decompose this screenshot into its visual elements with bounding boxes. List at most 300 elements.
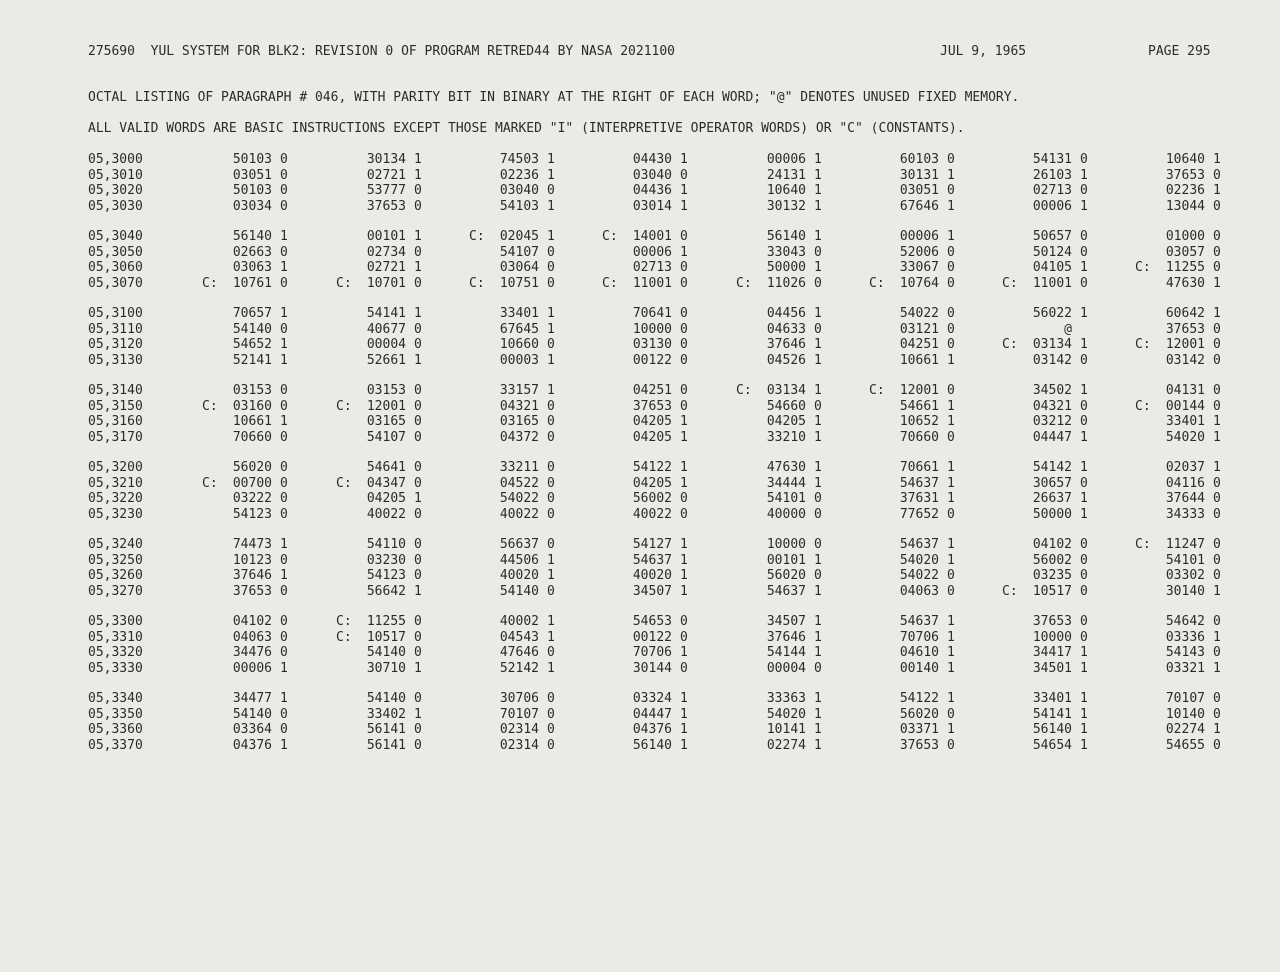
listing-row: [88, 630, 1228, 646]
octal-word: 44506: [499, 552, 539, 568]
constant-marker: C:: [202, 275, 218, 291]
parity-bit: 0: [414, 198, 422, 214]
parity-bit: 1: [814, 260, 822, 275]
parity-bit: 0: [547, 645, 555, 660]
octal-word: 00006: [899, 229, 939, 244]
parity-bit: 1: [414, 660, 422, 676]
octal-word: 54661: [899, 398, 939, 414]
parity-bit: 0: [547, 260, 555, 275]
octal-word: 02314: [499, 737, 539, 753]
parity-bit: 1: [1080, 722, 1088, 737]
octal-word: 54107: [499, 244, 539, 260]
parity-bit: 0: [414, 506, 422, 522]
parity-bit: 0: [1080, 352, 1088, 368]
parity-bit: 1: [547, 552, 555, 568]
octal-word: 02734: [366, 244, 406, 260]
octal-word: 40677: [366, 321, 406, 337]
memory-address: 05,3230: [88, 506, 143, 522]
octal-word: 03051: [232, 167, 272, 183]
octal-word: 01000: [1165, 229, 1205, 244]
octal-word: 04063: [232, 629, 272, 645]
octal-word: 33401: [1165, 414, 1205, 429]
octal-word: 37653: [1165, 321, 1205, 337]
parity-bit: 0: [280, 167, 288, 183]
parity-bit: 0: [280, 552, 288, 568]
octal-word: 33401: [1032, 691, 1072, 706]
octal-word: 03142: [1032, 352, 1072, 368]
parity-bit: 0: [947, 183, 955, 198]
octal-word: @: [1064, 321, 1072, 337]
octal-word: 03321: [1165, 660, 1205, 676]
octal-word: 03121: [899, 321, 939, 337]
parity-bit: 0: [547, 275, 555, 291]
octal-word: 02236: [499, 167, 539, 183]
parity-bit: 1: [814, 460, 822, 475]
parity-bit: 0: [947, 152, 955, 167]
parity-bit: 0: [414, 414, 422, 429]
constant-marker: C:: [1002, 583, 1018, 599]
octal-word: 00122: [632, 352, 672, 368]
parity-bit: 1: [414, 167, 422, 183]
parity-bit: 0: [414, 383, 422, 398]
octal-word: 54127: [632, 537, 672, 552]
constant-marker: C:: [1135, 398, 1151, 414]
parity-bit: 0: [814, 568, 822, 583]
parity-bit: 1: [1213, 414, 1221, 429]
octal-word: 70641: [632, 306, 672, 321]
memory-address: 05,3340: [88, 691, 143, 706]
parity-bit: 0: [1213, 506, 1221, 522]
parity-bit: 1: [414, 229, 422, 244]
parity-bit: 0: [280, 460, 288, 475]
octal-word: 02045: [499, 229, 539, 244]
parity-bit: 0: [1213, 614, 1221, 629]
constant-marker: C:: [1135, 260, 1151, 275]
parity-bit: 0: [547, 183, 555, 198]
octal-word: 33211: [499, 460, 539, 475]
octal-word: 54122: [632, 460, 672, 475]
bleed-through-shadow: [140, 888, 1170, 898]
parity-bit: 1: [1080, 645, 1088, 660]
parity-bit: 1: [547, 198, 555, 214]
parity-bit: 1: [280, 229, 288, 244]
parity-bit: 0: [680, 629, 688, 645]
octal-word: 04251: [632, 383, 672, 398]
listing-row: [88, 661, 1228, 677]
parity-bit: 1: [1213, 629, 1221, 645]
octal-word: 54141: [366, 306, 406, 321]
octal-word: 10140: [1165, 706, 1205, 722]
octal-word: 26103: [1032, 167, 1072, 183]
parity-bit: 1: [814, 337, 822, 352]
octal-word: 12001: [1165, 337, 1205, 352]
parity-bit: 0: [547, 244, 555, 260]
parity-bit: 0: [947, 583, 955, 599]
parity-bit: 1: [814, 629, 822, 645]
parity-bit: 0: [1213, 537, 1221, 552]
parity-bit: 0: [280, 629, 288, 645]
constant-marker: C:: [1135, 537, 1151, 552]
octal-word: 67645: [499, 321, 539, 337]
listing-row: [88, 614, 1228, 630]
parity-bit: 1: [814, 475, 822, 491]
parity-bit: 0: [947, 506, 955, 522]
memory-address: 05,3320: [88, 645, 143, 660]
octal-word: 70706: [899, 629, 939, 645]
parity-bit: 1: [414, 306, 422, 321]
listing-row: [88, 383, 1228, 399]
parity-bit: 1: [280, 660, 288, 676]
parity-bit: 1: [947, 645, 955, 660]
parity-bit: 0: [414, 737, 422, 753]
octal-word: 37653: [1165, 167, 1205, 183]
parity-bit: 0: [414, 645, 422, 660]
octal-word: 54140: [232, 321, 272, 337]
octal-word: 54141: [1032, 706, 1072, 722]
parity-bit: 1: [547, 352, 555, 368]
octal-word: 04321: [1032, 398, 1072, 414]
octal-word: 00006: [766, 152, 806, 167]
octal-word: 03165: [499, 414, 539, 429]
parity-bit: 0: [547, 691, 555, 706]
memory-address: 05,3370: [88, 737, 143, 753]
octal-word: 04131: [1165, 383, 1205, 398]
octal-word: 00006: [632, 244, 672, 260]
parity-bit: 0: [414, 629, 422, 645]
parity-bit: 0: [1080, 583, 1088, 599]
memory-address: 05,3130: [88, 352, 143, 368]
octal-word: 02314: [499, 722, 539, 737]
parity-bit: 1: [814, 614, 822, 629]
octal-word: 33210: [766, 429, 806, 445]
parity-bit: 1: [414, 260, 422, 275]
listing-row: [88, 584, 1228, 600]
octal-word: 04251: [899, 337, 939, 352]
memory-address: 05,3120: [88, 337, 143, 352]
octal-word: 03364: [232, 722, 272, 737]
octal-word: 04205: [632, 429, 672, 445]
octal-word: 03014: [632, 198, 672, 214]
parity-bit: 0: [547, 337, 555, 352]
octal-word: 60642: [1165, 306, 1205, 321]
octal-word: 10761: [232, 275, 272, 291]
bleed-through-shadow: [140, 808, 1170, 818]
parity-bit: 0: [680, 275, 688, 291]
octal-word: 03142: [1165, 352, 1205, 368]
parity-bit: 0: [280, 198, 288, 214]
octal-word: 54652: [232, 337, 272, 352]
octal-word: 11001: [1032, 275, 1072, 291]
octal-word: 10517: [1032, 583, 1072, 599]
octal-word: 37653: [366, 198, 406, 214]
octal-word: 40000: [766, 506, 806, 522]
parity-bit: 0: [814, 398, 822, 414]
octal-word: 04543: [499, 629, 539, 645]
octal-word: 10000: [766, 537, 806, 552]
parity-bit: 0: [1213, 645, 1221, 660]
octal-word: 00101: [766, 552, 806, 568]
octal-word: 04436: [632, 183, 672, 198]
octal-word: 04205: [632, 475, 672, 491]
octal-word: 33402: [366, 706, 406, 722]
listing-row: [88, 537, 1228, 553]
constant-marker: C:: [869, 383, 885, 398]
parity-bit: 0: [547, 460, 555, 475]
listing-row: [88, 738, 1228, 754]
octal-word: 30140: [1165, 583, 1205, 599]
parity-bit: 1: [547, 152, 555, 167]
octal-word: 03371: [899, 722, 939, 737]
octal-word: 37644: [1165, 491, 1205, 506]
parity-bit: 0: [814, 275, 822, 291]
octal-word: 77652: [899, 506, 939, 522]
parity-bit: 1: [680, 583, 688, 599]
octal-word: 37653: [232, 583, 272, 599]
octal-word: 52006: [899, 244, 939, 260]
octal-word: 47630: [1165, 275, 1205, 291]
octal-word: 03302: [1165, 568, 1205, 583]
octal-word: 04633: [766, 321, 806, 337]
constant-marker: C:: [469, 275, 485, 291]
octal-word: 40020: [632, 568, 672, 583]
parity-bit: 1: [1080, 660, 1088, 676]
listing-row: [88, 722, 1228, 738]
parity-bit: 0: [947, 383, 955, 398]
octal-word: 34507: [632, 583, 672, 599]
octal-word: 54103: [499, 198, 539, 214]
listing-row: [88, 430, 1228, 446]
parity-bit: 0: [1213, 475, 1221, 491]
parity-bit: 0: [680, 506, 688, 522]
parity-bit: 0: [680, 383, 688, 398]
parity-bit: 1: [680, 152, 688, 167]
listing-row: [88, 645, 1228, 661]
parity-bit: 1: [680, 460, 688, 475]
octal-word: 10141: [766, 722, 806, 737]
octal-word: 02713: [1032, 183, 1072, 198]
parity-bit: 1: [414, 583, 422, 599]
octal-word: 33157: [499, 383, 539, 398]
parity-bit: 1: [1213, 660, 1221, 676]
octal-word: 03324: [632, 691, 672, 706]
parity-bit: 0: [947, 260, 955, 275]
parity-bit: 0: [1080, 629, 1088, 645]
parity-bit: 1: [414, 152, 422, 167]
octal-word: 37653: [632, 398, 672, 414]
octal-word: 03336: [1165, 629, 1205, 645]
octal-word: 04102: [1032, 537, 1072, 552]
parity-bit: 1: [814, 706, 822, 722]
parity-bit: 1: [547, 383, 555, 398]
octal-word: 54107: [366, 429, 406, 445]
octal-word: 33043: [766, 244, 806, 260]
memory-block-group: [88, 614, 1228, 676]
parity-bit: 1: [814, 429, 822, 445]
parity-bit: 0: [280, 614, 288, 629]
parity-bit: 1: [1080, 691, 1088, 706]
parity-bit: 0: [680, 167, 688, 183]
parity-bit: 0: [547, 706, 555, 722]
parity-bit: 0: [547, 722, 555, 737]
octal-word: 30710: [366, 660, 406, 676]
octal-word: 04430: [632, 152, 672, 167]
octal-word: 11247: [1165, 537, 1205, 552]
octal-word: 04447: [632, 706, 672, 722]
octal-word: 30706: [499, 691, 539, 706]
octal-word: 50103: [232, 152, 272, 167]
octal-word: 34477: [232, 691, 272, 706]
parity-bit: 0: [680, 491, 688, 506]
parity-bit: 0: [1080, 229, 1088, 244]
parity-bit: 1: [680, 537, 688, 552]
octal-word: 54143: [1165, 645, 1205, 660]
parity-bit: 1: [547, 321, 555, 337]
parity-bit: 0: [1213, 321, 1221, 337]
parity-bit: 1: [547, 229, 555, 244]
parity-bit: 0: [814, 244, 822, 260]
octal-word: 56002: [1032, 552, 1072, 568]
octal-word: 52142: [499, 660, 539, 676]
parity-bit: 0: [414, 537, 422, 552]
parity-bit: 0: [1080, 244, 1088, 260]
octal-word: 56140: [1032, 722, 1072, 737]
octal-word: 37653: [899, 737, 939, 753]
parity-bit: 1: [280, 337, 288, 352]
listing-row: [88, 568, 1228, 584]
parity-bit: 1: [947, 398, 955, 414]
parity-bit: 0: [1213, 691, 1221, 706]
octal-word: 00006: [232, 660, 272, 676]
octal-word: 56141: [366, 737, 406, 753]
listing-row: [88, 399, 1228, 415]
octal-word: 34444: [766, 475, 806, 491]
constant-marker: C:: [736, 275, 752, 291]
parity-bit: 0: [1213, 244, 1221, 260]
octal-word: 54022: [499, 491, 539, 506]
memory-address: 05,3260: [88, 568, 143, 583]
octal-listing: [88, 152, 1228, 768]
octal-word: 00006: [1032, 198, 1072, 214]
parity-bit: 1: [1080, 198, 1088, 214]
parity-bit: 0: [1213, 229, 1221, 244]
memory-address: 05,3240: [88, 537, 143, 552]
parity-bit: 1: [1213, 722, 1221, 737]
parity-bit: 1: [280, 414, 288, 429]
parity-bit: 0: [414, 568, 422, 583]
octal-word: 02274: [766, 737, 806, 753]
parity-bit: 0: [680, 660, 688, 676]
octal-word: 10517: [366, 629, 406, 645]
octal-word: 54123: [366, 568, 406, 583]
constant-marker: C:: [336, 629, 352, 645]
octal-word: 02721: [366, 260, 406, 275]
octal-word: 54101: [1165, 552, 1205, 568]
listing-row: [88, 460, 1228, 476]
parity-bit: 0: [414, 552, 422, 568]
parity-bit: 0: [1213, 167, 1221, 183]
octal-word: 54122: [899, 691, 939, 706]
octal-word: 00101: [366, 229, 406, 244]
octal-word: 54022: [899, 568, 939, 583]
octal-word: 56002: [632, 491, 672, 506]
octal-word: 03235: [1032, 568, 1072, 583]
parity-bit: 0: [1213, 352, 1221, 368]
parity-bit: 1: [1213, 275, 1221, 291]
octal-word: 10000: [1032, 629, 1072, 645]
parity-bit: 1: [947, 198, 955, 214]
header-page-number: PAGE 295: [1148, 44, 1211, 59]
parity-bit: 0: [547, 583, 555, 599]
octal-word: 10640: [766, 183, 806, 198]
memory-block-group: [88, 152, 1228, 214]
octal-word: 11001: [632, 275, 672, 291]
parity-bit: 0: [414, 337, 422, 352]
parity-bit: 1: [1213, 306, 1221, 321]
parity-bit: 1: [1080, 306, 1088, 321]
listing-row: [88, 260, 1228, 276]
memory-address: 05,3060: [88, 260, 143, 275]
octal-word: 33401: [499, 306, 539, 321]
parity-bit: 0: [1080, 552, 1088, 568]
octal-word: 00140: [899, 660, 939, 676]
constant-marker: C:: [736, 383, 752, 398]
memory-address: 05,3110: [88, 321, 143, 337]
octal-word: 03153: [366, 383, 406, 398]
parity-bit: 0: [414, 244, 422, 260]
memory-address: 05,3150: [88, 398, 143, 414]
parity-bit: 0: [1080, 537, 1088, 552]
octal-word: 53777: [366, 183, 406, 198]
octal-word: 33363: [766, 691, 806, 706]
parity-bit: 0: [947, 306, 955, 321]
parity-bit: 1: [1080, 337, 1088, 352]
parity-bit: 1: [947, 552, 955, 568]
bleed-through-shadow: [140, 916, 1170, 926]
octal-word: 74503: [499, 152, 539, 167]
memory-block-group: [88, 383, 1228, 445]
octal-word: 70657: [232, 306, 272, 321]
octal-word: 00700: [232, 475, 272, 491]
octal-word: 70107: [499, 706, 539, 722]
memory-address: 05,3220: [88, 491, 143, 506]
parity-bit: 0: [680, 260, 688, 275]
parity-bit: 0: [547, 506, 555, 522]
parity-bit: 0: [280, 506, 288, 522]
page-header: [88, 44, 1228, 64]
octal-word: 52141: [232, 352, 272, 368]
memory-address: 05,3040: [88, 229, 143, 244]
memory-address: 05,3300: [88, 614, 143, 629]
octal-word: 54131: [1032, 152, 1072, 167]
octal-word: 10652: [899, 414, 939, 429]
parity-bit: 0: [414, 398, 422, 414]
octal-word: 52661: [366, 352, 406, 368]
memory-address: 05,3000: [88, 152, 143, 167]
listing-row: [88, 353, 1228, 369]
parity-bit: 0: [680, 321, 688, 337]
parity-bit: 1: [547, 568, 555, 583]
octal-word: 02721: [366, 167, 406, 183]
parity-bit: 1: [947, 352, 955, 368]
octal-word: 02037: [1165, 460, 1205, 475]
parity-bit: 1: [280, 352, 288, 368]
constant-marker: C:: [336, 275, 352, 291]
octal-word: 54637: [632, 552, 672, 568]
octal-word: 54140: [366, 691, 406, 706]
octal-word: 04376: [632, 722, 672, 737]
octal-word: 04205: [766, 414, 806, 429]
octal-word: 02713: [632, 260, 672, 275]
